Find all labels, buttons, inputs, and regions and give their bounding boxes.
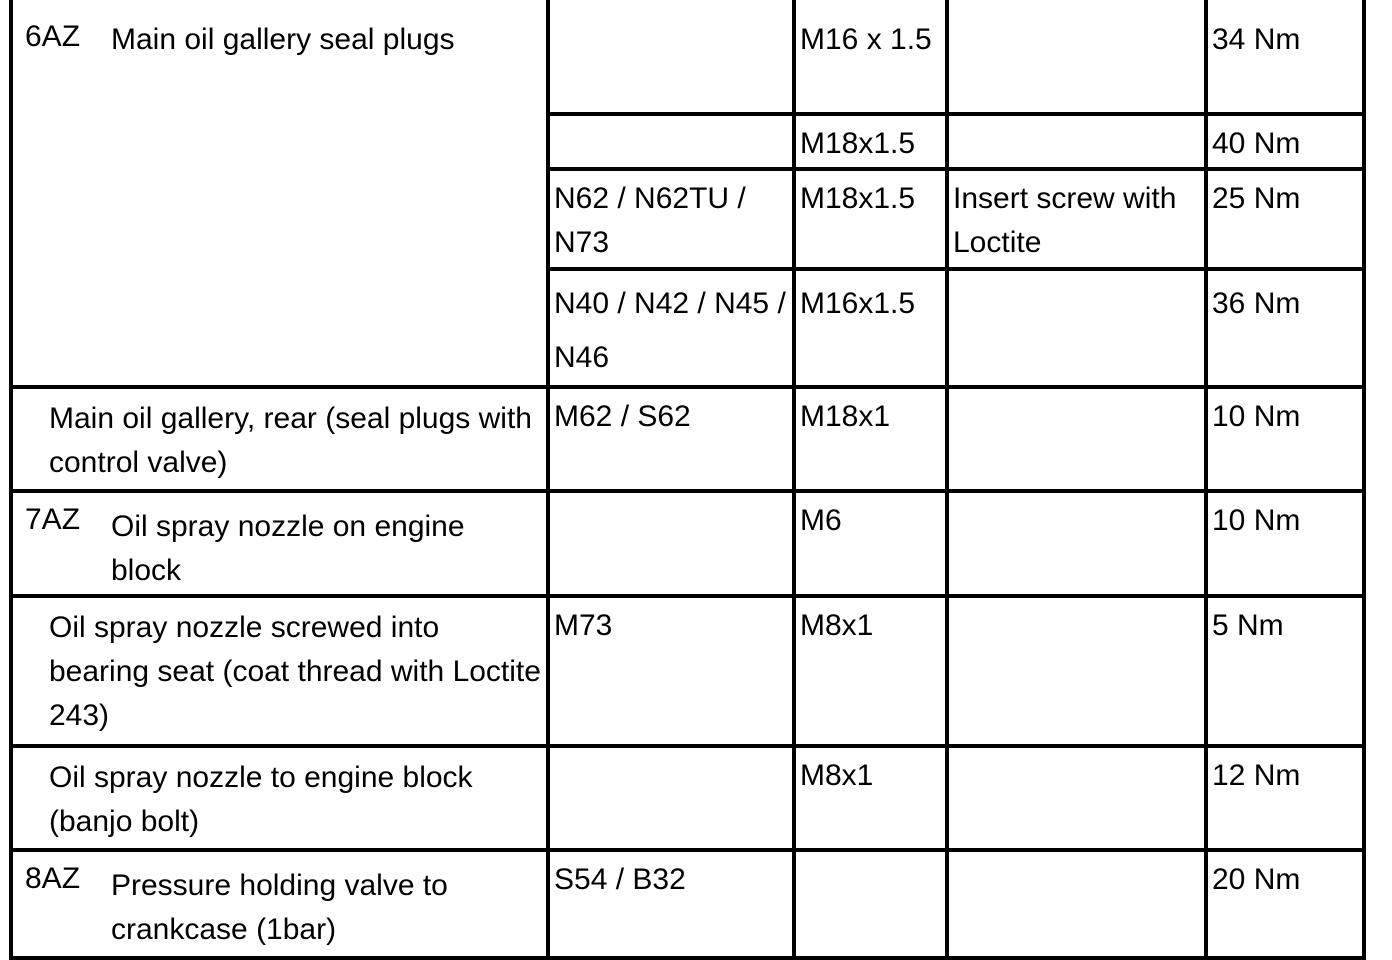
torque-cell: 12 Nm [1206,746,1364,850]
description-cell [11,596,548,746]
note-cell [947,850,1206,958]
table-row [11,491,1364,596]
note-cell [947,114,1206,169]
item-description: Oil spray nozzle on engine block [111,510,465,587]
table-row [11,596,1364,746]
item-description: Main oil gallery, rear (seal plugs with control valve) [49,402,532,479]
description-cell [11,850,548,958]
note-cell [947,387,1206,491]
thread-cell: M16x1.5 [794,269,947,387]
engine-cell [548,746,794,850]
torque-cell: 25 Nm [1206,169,1364,269]
item-code: 7AZ [25,503,81,536]
thread-cell: M18x1.5 [794,169,947,269]
table-row [11,746,1364,850]
note-cell [947,269,1206,387]
thread-cell: M18x1.5 [794,114,947,169]
torque-cell: 5 Nm [1206,596,1364,746]
torque-cell: 20 Nm [1206,850,1364,958]
torque-spec-table [9,0,1366,960]
thread-cell: M16 x 1.5 [794,0,947,114]
table-row [11,850,1364,958]
engine-cell: S54 / B32 [548,850,794,958]
description-cell [11,491,548,596]
description-cell [11,0,548,387]
description-cell [11,387,548,491]
note-cell [947,0,1206,114]
description-cell [11,746,548,850]
table-row [11,0,1364,114]
item-description: Oil spray nozzle to engine block (banjo bolt) [49,761,473,838]
thread-cell: M8x1 [794,596,947,746]
thread-cell [794,850,947,958]
item-description: Pressure holding valve to crankcase (1bar) [111,869,448,946]
torque-cell: 10 Nm [1206,387,1364,491]
item-code: 8AZ [25,862,81,895]
engine-cell [548,491,794,596]
engine-cell [548,0,794,114]
note-cell [947,746,1206,850]
item-description: Oil spray nozzle screwed into bearing seat (coat thread with Loctite 243) [49,611,541,732]
engine-cell: N62 / N62TU / N73 [548,169,794,269]
engine-cell: N40 / N42 / N45 / N46 [548,269,794,387]
item-description: Main oil gallery seal plugs [111,23,455,56]
engine-cell [548,114,794,169]
torque-cell: 36 Nm [1206,269,1364,387]
thread-cell: M18x1 [794,387,947,491]
item-code: 6AZ [25,20,81,53]
thread-cell: M8x1 [794,746,947,850]
thread-cell: M6 [794,491,947,596]
note-cell: Insert screw with Loctite [947,169,1206,269]
table-row [11,387,1364,491]
engine-cell: M62 / S62 [548,387,794,491]
torque-cell: 34 Nm [1206,0,1364,114]
torque-cell: 40 Nm [1206,114,1364,169]
engine-cell: M73 [548,596,794,746]
note-cell [947,596,1206,746]
torque-cell: 10 Nm [1206,491,1364,596]
note-cell [947,491,1206,596]
